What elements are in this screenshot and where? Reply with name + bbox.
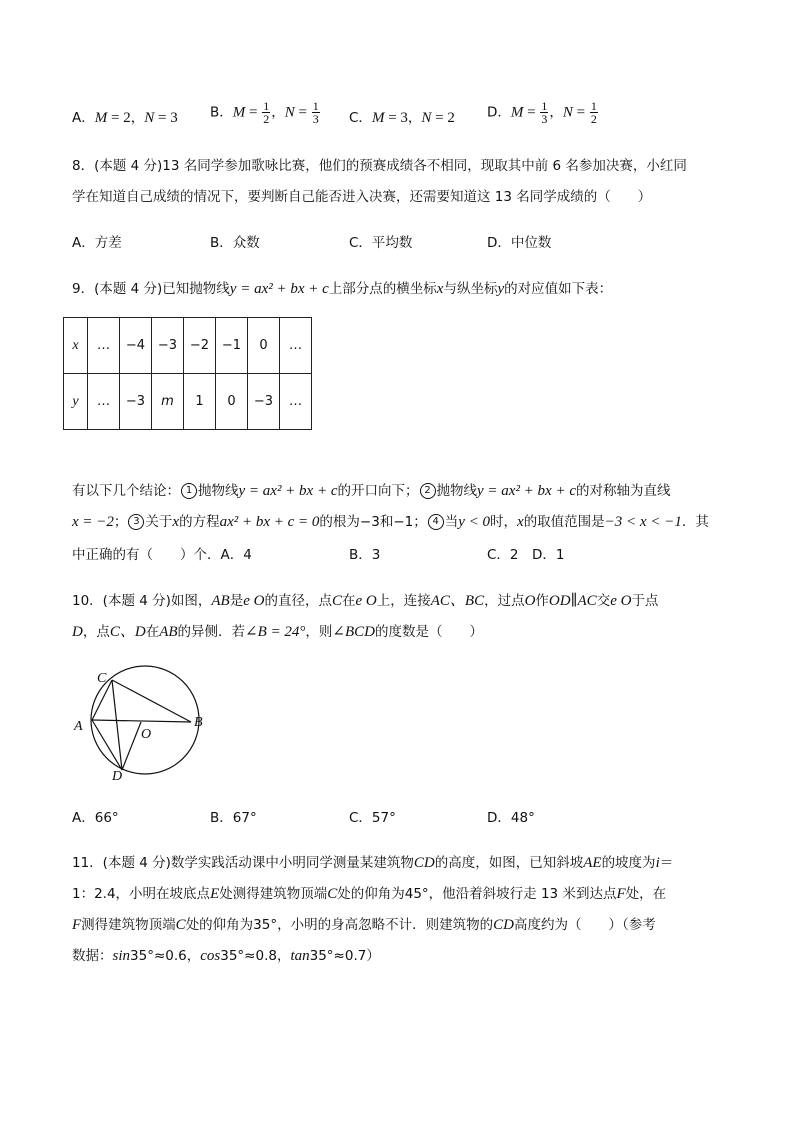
table-cell: … <box>88 374 120 430</box>
q9-option-b: B．3 <box>349 547 381 563</box>
q9-conclusions-line3: 中正确的有（ ）个．A．4 <box>72 547 252 563</box>
q9-conclusions-line1: 有以下几个结论： 1 抛物线y = ax² + bx + c的开口向下； 2 抛物线y = ax² + bx + c的对称轴为直线 <box>72 483 671 499</box>
q9-conclusions-line2: x = −2； 3 关于x的方程ax² + bx + c = 0的根为−3和−1； 4 当y < 0时，x的取值范围是−3 < x < −1．其 <box>72 514 709 530</box>
table-row-y <box>64 374 312 430</box>
q7-option-a: A．M = 2，N = 3 <box>72 110 178 126</box>
table-cell: −1 <box>216 318 248 374</box>
q10-line1: 10．(本题 4 分)如图，AB是e O的直径，点C在e O上，连接AC、BC，过点O作OD∥AC交e O于点 <box>72 593 659 609</box>
segment-bc <box>112 680 191 722</box>
q11-line4: 数据：sin35°≈0.6，cos35°≈0.8，tan35°≈0.7） <box>72 948 380 964</box>
q10-line2: D，点C、D在AB的异侧．若∠B = 24°，则∠BCD的度数是（ ） <box>72 624 483 640</box>
table-row-x <box>64 318 312 374</box>
q10-option-d: D．48° <box>487 810 535 826</box>
q8-option-a: A．方差 <box>72 235 122 251</box>
table-cell: −3 <box>120 374 152 430</box>
q7-option-b: B．M = $\frac{1}{2}$ ，N = $\frac{1}{3}$ <box>210 99 319 126</box>
q11-line3: F测得建筑物顶端C处的仰角为35°，小明的身高忽略不计．则建筑物的CD高度约为（ ）（参考 <box>72 917 656 933</box>
table-cell: 0 <box>248 318 280 374</box>
label-d: D <box>112 769 123 784</box>
table-cell: 0 <box>216 374 248 430</box>
table-cell: −4 <box>120 318 152 374</box>
q8-option-b: B．众数 <box>210 235 260 251</box>
table-cell: −3 <box>248 374 280 430</box>
table-cell: y <box>64 374 88 430</box>
q9-intro: 9．(本题 4 分)已知抛物线y = ax² + bx + c上部分点的横坐标x与纵坐标y的对应值如下表： <box>72 281 613 297</box>
q10-option-b: B．67° <box>210 810 257 826</box>
label-b: B <box>194 715 203 730</box>
q8-line1: 8．(本题 4 分)13 名同学参加歌咏比赛，他们的预赛成绩各不相同，现取其中前 6 名参加决赛，小红同 <box>72 158 687 174</box>
label-c: C <box>97 671 107 686</box>
table-cell: … <box>280 374 312 430</box>
table-cell: m <box>152 374 184 430</box>
segment-od <box>122 722 141 770</box>
q11-line1: 11．(本题 4 分)数学实践活动课中小明同学测量某建筑物CD的高度，如图，已知斜坡AE的坡度为i＝ <box>72 855 674 871</box>
segment-ab <box>92 720 191 722</box>
label-o: O <box>141 727 152 742</box>
table-cell: −3 <box>152 318 184 374</box>
table-cell: … <box>280 318 312 374</box>
table-cell: −2 <box>184 318 216 374</box>
table-cell: … <box>88 318 120 374</box>
q9-option-cd: C．2 D．1 <box>487 547 565 563</box>
q7-option-c: C．M = 3，N = 2 <box>349 110 455 126</box>
q10-circle-figure <box>68 662 218 787</box>
q10-option-c: C．57° <box>349 810 396 826</box>
q8-option-d: D．中位数 <box>487 235 552 251</box>
q10-option-a: A．66° <box>72 810 119 826</box>
table-cell: 1 <box>184 374 216 430</box>
q7-option-d: D．M = $\frac{1}{3}$ ，N = $\frac{1}{2}$ <box>487 99 597 126</box>
q11-line2: 1：2.4，小明在坡底点E处测得建筑物顶端C处的仰角为45°，他沿着斜坡行走 13 米到达点F处，在 <box>72 886 667 902</box>
q8-option-c: C．平均数 <box>349 235 413 251</box>
label-a: A <box>74 719 83 734</box>
q9-value-table <box>63 317 312 430</box>
table-cell: x <box>64 318 88 374</box>
q8-line2: 学在知道自己成绩的情况下，要判断自己能否进入决赛，还需要知道这 13 名同学成绩的（ ） <box>72 189 652 205</box>
